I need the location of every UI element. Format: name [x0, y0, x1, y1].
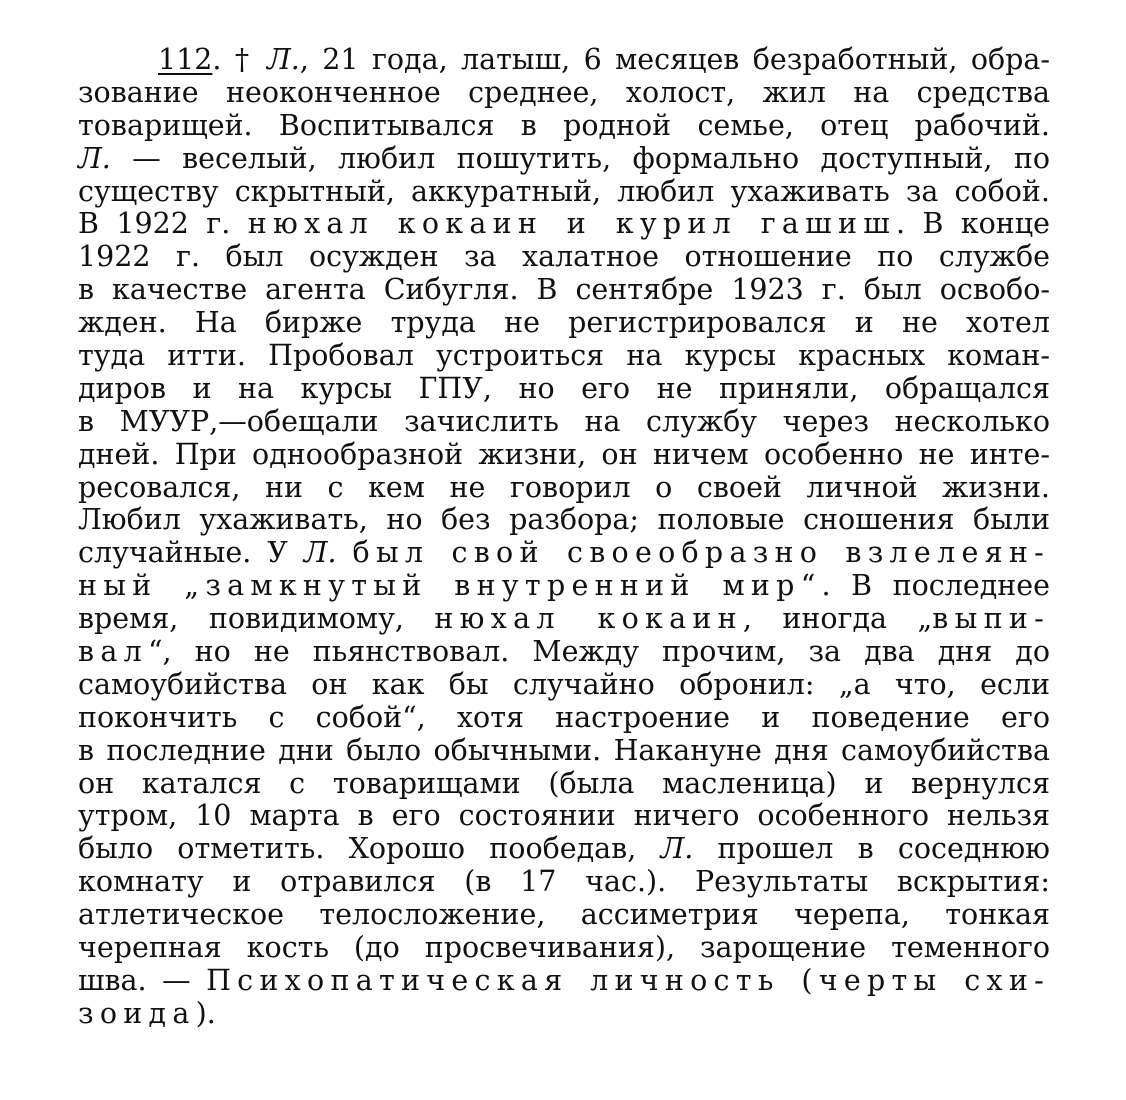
text-run: жден. На бирже труда не регистрировался и не хотел [78, 306, 1050, 340]
text-run: . [212, 43, 235, 76]
text-run: он катался с товарищами (была масленица) и вернулся [78, 766, 1050, 800]
text-run: существу скрытный, аккуратный, любил ухаживать за собой. [78, 174, 1050, 208]
text-run: Любил ухаживать, но без разбора; половые сношения были [78, 503, 1050, 537]
subject-initial: Л. [303, 536, 337, 570]
text-line [78, 932, 1050, 965]
emphasized-text: нюхал кокаин [434, 602, 743, 636]
text-line [78, 406, 1050, 439]
text-line [78, 44, 1050, 77]
text-run: в последние дни было обычными. Накануне дня самоубийства [78, 733, 1050, 767]
text-line [78, 899, 1050, 932]
text-line [78, 176, 1050, 209]
text-run: ресовался, ни с кем не говорил о своей личной жизни. [78, 470, 1050, 504]
text-run: В 1922 г. [78, 207, 248, 241]
text-run: диров и на курсы ГПУ, но его не приняли, обращался [78, 371, 1050, 405]
text-line [78, 965, 1050, 998]
text-run [337, 536, 353, 569]
text-line [78, 77, 1050, 110]
text-run: самоубийства он как бы случайно обронил: „а что, если [78, 667, 1050, 701]
text-line [78, 570, 1050, 603]
emphasized-text: был свой своеобразно взлелеян- [352, 536, 1050, 570]
text-line [78, 768, 1050, 801]
emphasized-text: выпи- [932, 602, 1050, 636]
text-line [78, 669, 1050, 702]
text-run: в качестве агента Сибугля. В сентябре 1923 г. был освобо- [78, 273, 1050, 307]
text-run: зование неоконченное среднее, холост, жил на средства [78, 75, 1050, 109]
text-line [78, 702, 1050, 735]
text-run: . В конце [895, 207, 1050, 241]
text-line [78, 504, 1050, 537]
emphasized-text: ный „замкнутый внутренний мир“ [78, 569, 822, 603]
text-line [78, 998, 1050, 1031]
text-run: товарищей. Воспитывался в родной семье, отец рабочий. [78, 108, 1050, 142]
text-line [78, 833, 1050, 866]
text-run: † [234, 43, 267, 76]
text-run: , иногда „ [742, 602, 933, 636]
subject-initial: Л. [266, 43, 300, 76]
subject-initial: Л. [660, 832, 694, 866]
text-run: комнату и отравился (в 17 час.). Результаты вскрытия: [78, 865, 1050, 899]
text-run: ). [195, 996, 216, 1030]
text-line [78, 241, 1050, 274]
text-line [78, 307, 1050, 340]
text-run: “, но не пьянствовал. Между прочим, за два дня до [147, 635, 1050, 669]
emphasized-text: Психопатическая личность (черты схи- [206, 963, 1050, 997]
text-run: дней. При однообразной жизни, он ничем особенно не инте- [78, 437, 1050, 471]
text-run: туда итти. Пробовал устроиться на курсы красных коман- [78, 339, 1050, 373]
text-line [78, 636, 1050, 669]
text-line [78, 866, 1050, 899]
emphasized-text: нюхал кокаин и курил гашиш [247, 207, 896, 241]
case-112-paragraph [78, 44, 1050, 1031]
text-run: — веселый, любил пошутить, формально доступный, по [110, 141, 1050, 175]
text-run: было отметить. Хорошо пообедав, [78, 832, 661, 866]
text-run: . В последнее [821, 569, 1050, 603]
text-line [78, 143, 1050, 176]
text-run: покончить с собой“, хотя настроение и поведение его [78, 700, 1050, 734]
text-run: 1922 г. был осужден за халатное отношение по службе [78, 240, 1050, 274]
subject-initial: Л. [78, 141, 111, 175]
text-line [78, 537, 1050, 570]
text-line [78, 208, 1050, 241]
text-run: утром, 10 марта в его состоянии ничего особенного нельзя [78, 799, 1050, 833]
emphasized-text: зоида [78, 996, 196, 1030]
text-line [78, 373, 1050, 406]
text-run: черепная кость (до просвечивания), зарощение теменного [78, 931, 1050, 965]
text-line [78, 800, 1050, 833]
text-line [78, 735, 1050, 768]
text-line [78, 274, 1050, 307]
text-run: время, повидимому, [78, 602, 435, 636]
text-run: , 21 года, латыш, 6 месяцев безработный, обра- [299, 43, 1050, 76]
text-run: прошел в соседнюю [693, 832, 1050, 866]
emphasized-text: вал [78, 635, 148, 669]
case-number: 112 [158, 43, 213, 76]
text-line [78, 110, 1050, 143]
text-run: в МУУР,—обещали зачислить на службу через несколько [78, 404, 1050, 438]
text-line [78, 603, 1050, 636]
text-line [78, 472, 1050, 505]
text-run: атлетическое телосложение, ассиметрия черепа, тонкая [78, 898, 1050, 932]
text-line [78, 439, 1050, 472]
text-line [78, 340, 1050, 373]
text-run: шва. — [78, 963, 207, 997]
text-run: случайные. У [78, 536, 304, 570]
